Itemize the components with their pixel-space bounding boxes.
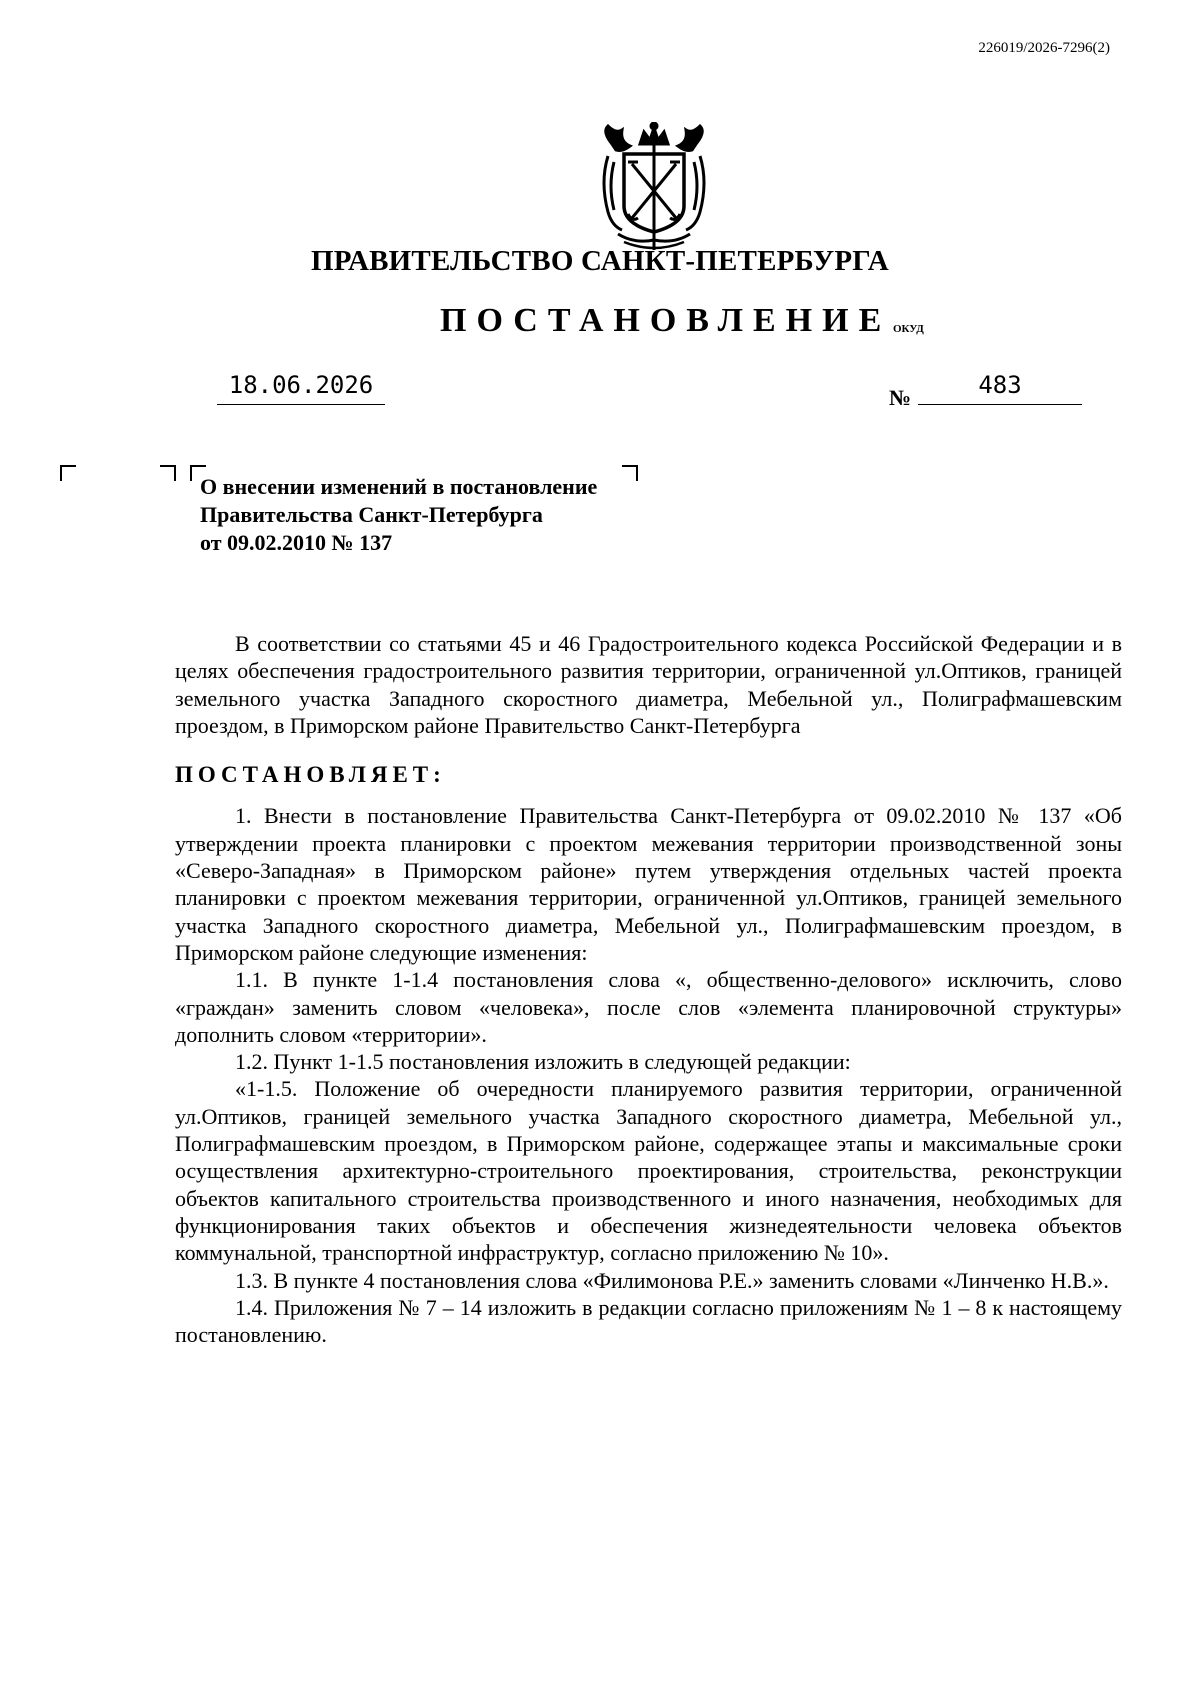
organization-title: ПРАВИТЕЛЬСТВО САНКТ-ПЕТЕРБУРГА bbox=[311, 245, 889, 277]
coat-of-arms-icon bbox=[594, 122, 714, 252]
document-subject bbox=[200, 473, 660, 557]
document-type: ПОСТАНОВЛЕНИЕ bbox=[440, 302, 892, 339]
number-sign: № bbox=[889, 385, 912, 410]
body-paragraph: 1.4. Приложения № 7 – 14 изложить в редакции согласно приложениям № 1 – 8 к настоящему постановлению. bbox=[175, 1294, 1122, 1348]
document-date: 18.06.2026 bbox=[228, 371, 374, 399]
subject-line: от 09.02.2010 № 137 bbox=[200, 530, 393, 555]
date-underline bbox=[217, 404, 385, 405]
resolve-heading: ПОСТАНОВЛЯЕТ: bbox=[175, 762, 446, 788]
body-paragraph: 1. Внести в постановление Правительства Санкт-Петербурга от 09.02.2010 № 137 «Об утверждении проекта планировки с проектом межевания территории производственной зоны «Северо-Западная» в Приморском районе» путем утверждения отдельных частей проекта планировки с проектом межевания территории, ограниченной ул.Оптиков, границей земельного участка Западного скоростного диаметра, Мебельной ул., Полиграфмашевским проездом, в Приморском районе следующие изменения: bbox=[175, 803, 1122, 965]
body-paragraph: 1.2. Пункт 1-1.5 постановления изложить в следующей редакции: bbox=[235, 1049, 851, 1075]
okud-label: ОКУД bbox=[893, 323, 924, 335]
document-code: 226019/2026-7296(2) bbox=[978, 40, 1110, 56]
preamble-paragraph: В соответствии со статьями 45 и 46 Градостроительного кодекса Российской Федерации и в целях обеспечения градостроительного развития территории, ограниченной ул.Оптиков, границей земельного участка Западного скоростного диаметра, Мебельной ул., Полиграфмашевским проездом, в Приморском районе Правительство Санкт-Петербурга bbox=[175, 631, 1122, 738]
number-underline bbox=[918, 404, 1082, 405]
body-paragraph: 1.3. В пункте 4 постановления слова «Филимонова Р.Е.» заменить словами «Линченко Н.В.». bbox=[235, 1267, 1109, 1293]
body-paragraph: 1.1. В пункте 1-1.4 постановления слова «, общественно-делового» исключить, слово «граждан» заменить словом «человека», после слов «элемента планировочной структуры» дополнить словом «территории». bbox=[175, 967, 1122, 1047]
subject-corner-mark-left bbox=[160, 465, 176, 481]
subject-line: О внесении изменений в постановление bbox=[200, 474, 598, 499]
document-number: 483 bbox=[978, 371, 1022, 399]
subject-line: Правительства Санкт-Петербурга bbox=[200, 502, 543, 527]
margin-corner-mark bbox=[60, 465, 76, 481]
document-body bbox=[175, 630, 1122, 1348]
body-paragraph: «1-1.5. Положение об очередности планируемого развития территории, ограниченной ул.Оптиков, границей земельного участка Западного скоростного диаметра, Мебельной ул., Полиграфмашевским проездом, в Приморском районе, содержащее этапы и максимальные сроки осуществления архитектурно-строительного проектирования, строительства, реконструкции объектов капитального строительства производственного и иного назначения, необходимых для функционирования таких объектов и обеспечения жизнедеятельности человека объектов коммунальной, транспортной инфраструктур, согласно приложению № 10». bbox=[175, 1076, 1122, 1266]
